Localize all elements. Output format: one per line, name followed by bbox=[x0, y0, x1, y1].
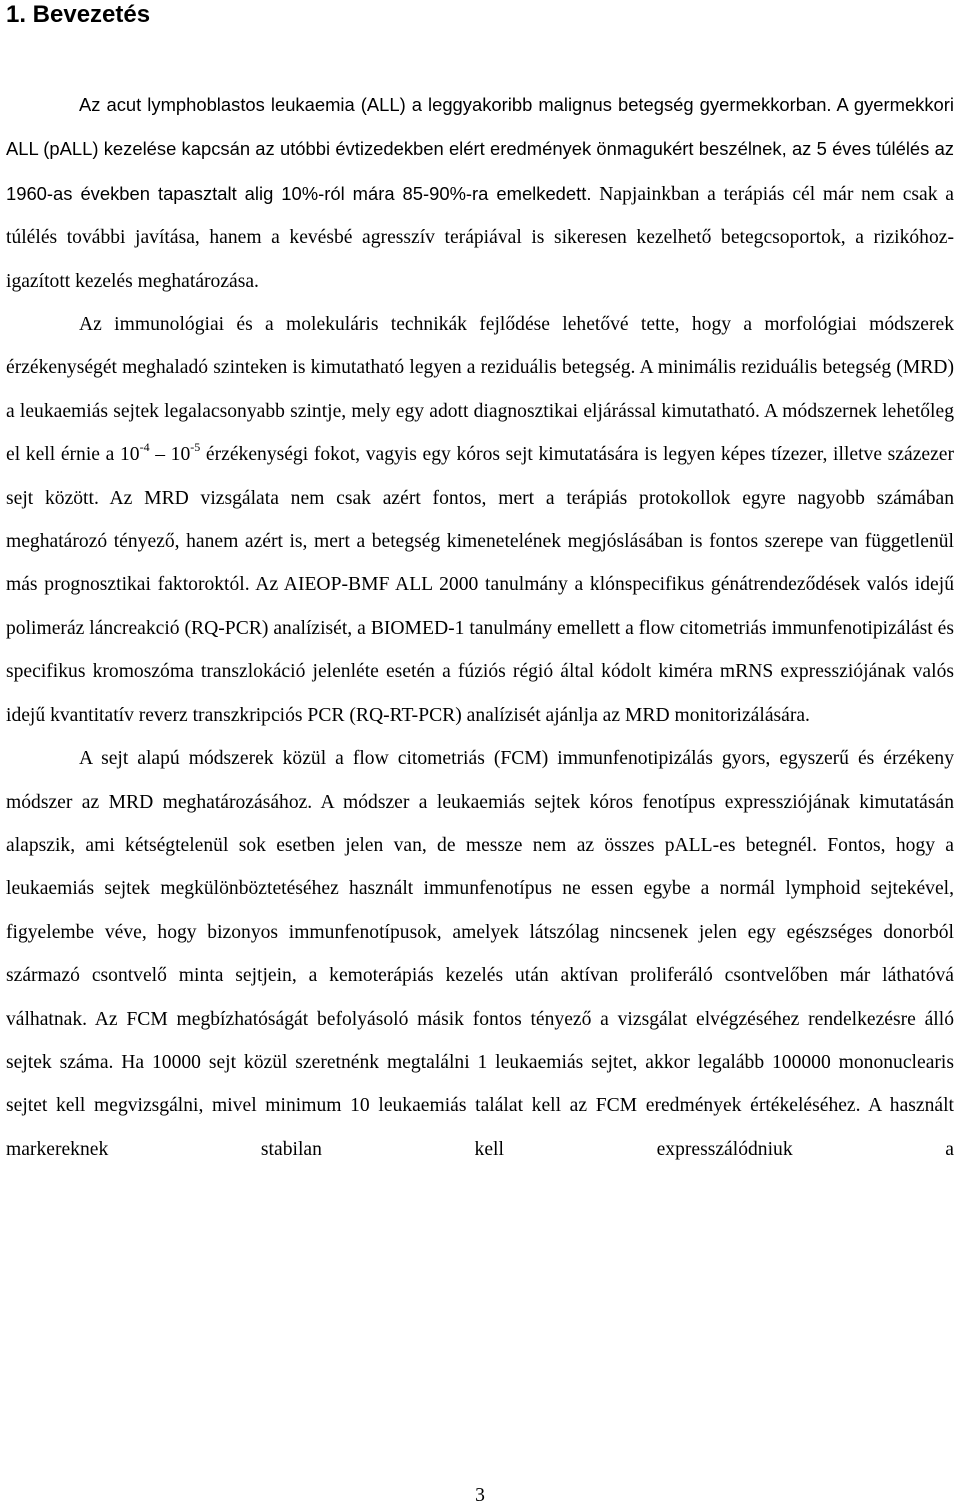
section-heading: 1. Bevezetés bbox=[6, 1, 151, 28]
paragraph-1-part-a: Az acut lymphoblastos leukaemia (ALL) a leggyakoribb malignus betegség gyermekkorban. A gyermekkori ALL (pALL) kezelése kapcsán az utóbbi évtizedekben elért eredmények önmagukért beszélnek, az 5 éves túlélés az 1960-as években tapasztalt alig 10%-ról mára 85-90%-ra emelkedett. bbox=[6, 94, 954, 204]
paragraph-3: A sejt alapú módszerek közül a flow citometriás (FCM) immunfenotipizálás gyors, egyszerű és érzékeny módszer az MRD meghatározásához. A módszer a leukaemiás sejtek kóros fenotípus expressziójának kimutatásán alapszik, ami kétségtelenül sok esetben jelen van, de messze nem az összes pALL-es betegnél. Fontos, hogy a leukaemiás sejtek megkülönböztetéséhez használt immunfenotípus ne essen egybe a normál lymphoid sejtekével, figyelembe véve, hogy bizonyos immunfenotípusok, amelyek látszólag nincsenek jelen egy egészséges donorból származó csontvelő minta sejtjein, a kemoterápiás kezelés után aktívan proliferáló csontvelőben már láthatóvá válhatnak. Az FCM megbízhatóságát befolyásoló másik fontos tényező a vizsgálat elvégzéséhez rendelkezésre álló sejtek száma. Ha 10000 sejt közül szeretnénk megtalálni 1 leukaemiás sejtet, akkor legalább 100000 mononuclearis sejtet kell megvizsgálni, mivel minimum 10 leukaemiás találat kell az FCM eredmények értékeléséhez. A használt markereknek stabilan kell expresszálódniuk a bbox=[6, 748, 954, 1160]
paragraph-2-part-a: Az immunológiai és a molekuláris technikák fejlődése lehetővé tette, hogy a morfológiai módszerek érzékenységét meghaladó szinteken is kimutatható legyen a reziduális betegség. A minimális reziduális betegség (MRD) a leukaemiás sejtek legalacsonyabb szintje, mely egy adott diagnosztikai eljárással kimutatható. A módszernek lehetőleg el kell érnie a bbox=[6, 314, 954, 466]
paragraph-1 bbox=[6, 83, 954, 303]
paragraph-2 bbox=[6, 303, 954, 737]
exponent-2: -5 bbox=[190, 440, 201, 455]
sensitivity-low: 10 bbox=[119, 444, 140, 466]
page-number: 3 bbox=[475, 1485, 485, 1506]
paragraph-1-part-b: Napjainkban a terápiás cél már nem csak a túlélés további javítása, hanem a kevésbé agresszív terápiával is sikeresen kezelhető betegcsoportok, a rizikóhoz-igazított kezelés meghatározása. bbox=[6, 183, 954, 292]
body-text bbox=[6, 83, 954, 1171]
exponent-1: -4 bbox=[139, 440, 150, 455]
paragraph-2-part-d: érzékenységi fokot, vagyis egy kóros sejt kimutatására is legyen képes tízezer, illetve százezer sejt között. Az MRD vizsgálata nem csak azért fontos, mert a terápiás protokollok egyre nagyobb számában meghatározó tényező, hanem azért is, mert a betegség kimenetelének megjóslásában is fontos szerepe van függetlenül más prognosztikai faktoroktól. Az AIEOP-BMF ALL 2000 tanulmány a klónspecifikus génátrendeződések valós idejű polimeráz láncreakció (RQ-PCR) analízisét, a BIOMED-1 tanulmány emellett a flow citometriás immunfenotipizálást és specifikus kromoszóma transzlokáció jelenléte esetén a fúziós régió által kódolt kiméra mRNS expressziójának valós idejű kvantitatív reverz transzkripciós PCR (RQ-RT-PCR) analízisét ajánlja az MRD monitorizálására. bbox=[6, 444, 955, 726]
sensitivity-high: – 10 bbox=[149, 444, 191, 466]
